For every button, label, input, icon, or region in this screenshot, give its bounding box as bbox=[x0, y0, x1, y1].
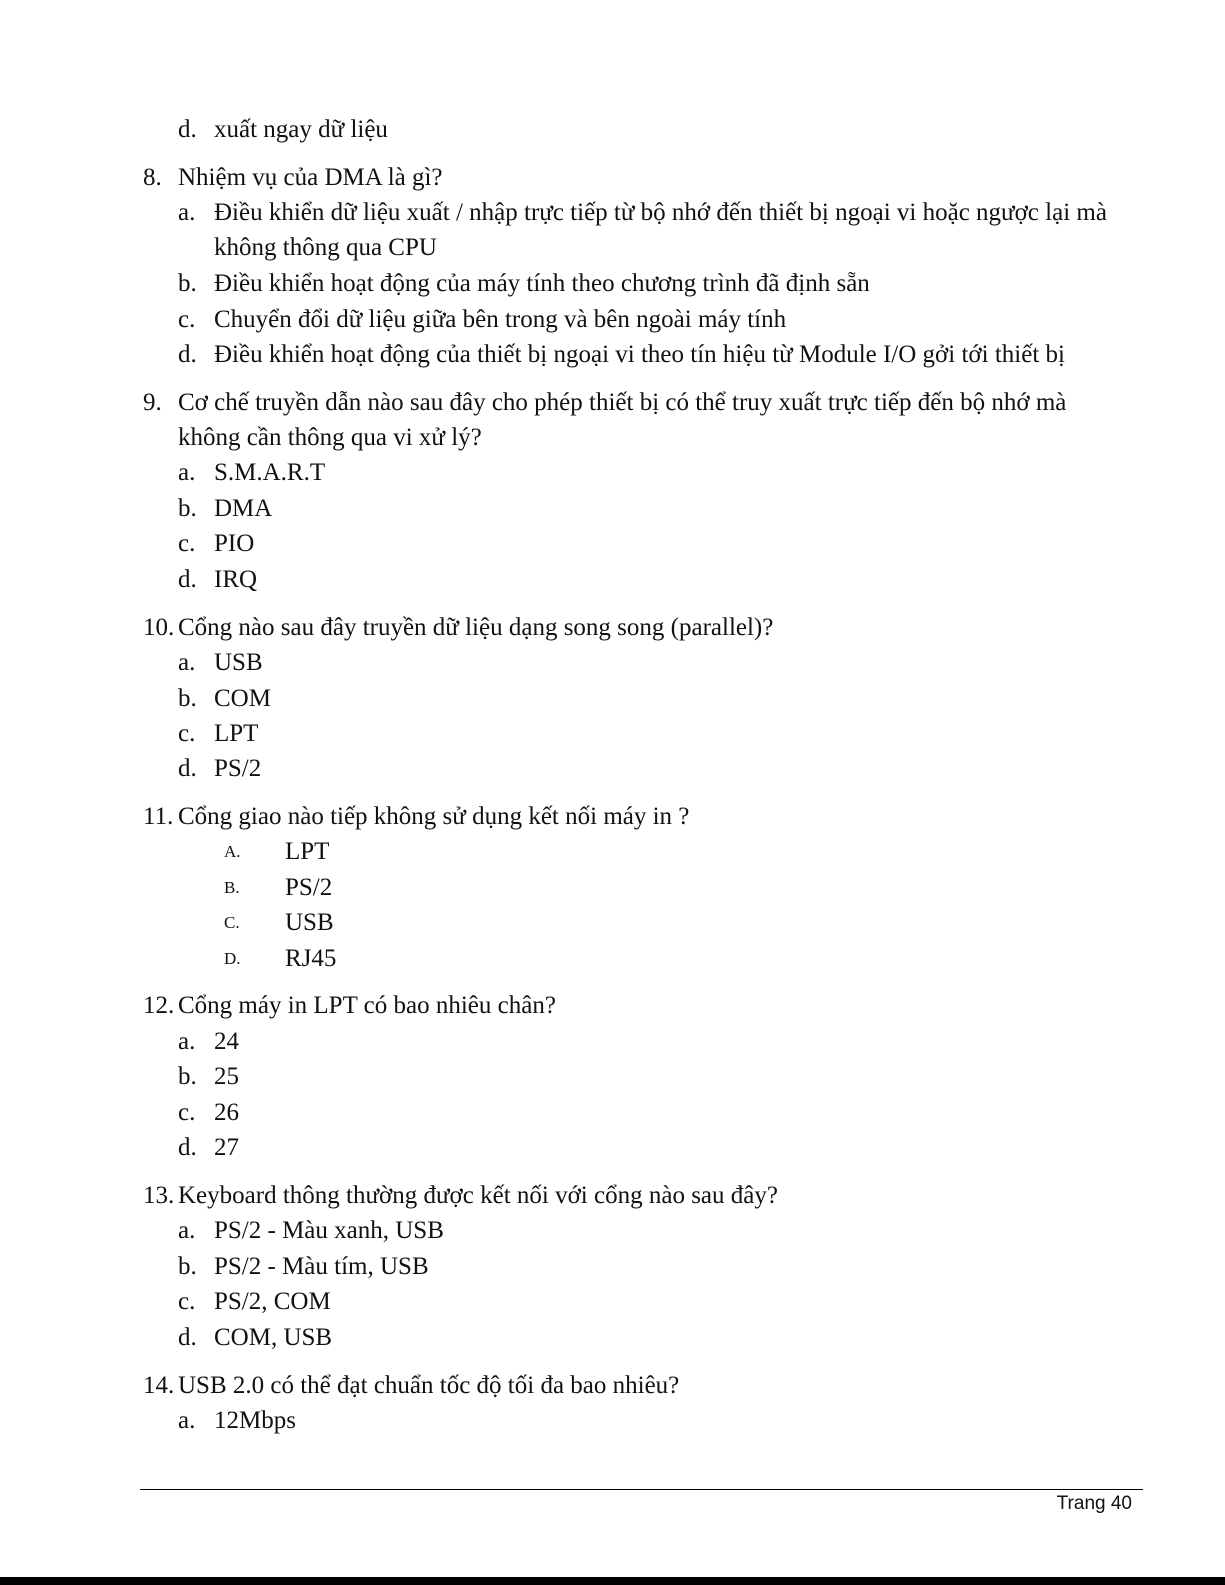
question-number: 11. bbox=[143, 803, 174, 830]
question-number: 14. bbox=[143, 1372, 175, 1399]
option-letter: a. bbox=[178, 1217, 196, 1244]
option-letter: d. bbox=[178, 341, 197, 368]
question-text: USB 2.0 có thể đạt chuẩn tốc độ tối đa bao nhiêu? bbox=[178, 1372, 680, 1399]
option-text: IRQ bbox=[214, 566, 258, 593]
option-text: 26 bbox=[214, 1099, 239, 1126]
option-letter: D. bbox=[224, 949, 241, 968]
option-text: LPT bbox=[285, 838, 330, 865]
option-letter: c. bbox=[178, 1288, 196, 1315]
option-letter: b. bbox=[178, 270, 197, 297]
option-letter: d. bbox=[178, 1134, 197, 1161]
option-text: PS/2 bbox=[214, 755, 262, 782]
option-letter: c. bbox=[178, 530, 196, 557]
option-text: LPT bbox=[214, 720, 259, 747]
option-text: 27 bbox=[214, 1134, 239, 1161]
option-letter: b. bbox=[178, 685, 197, 712]
option-letter: a. bbox=[178, 459, 196, 486]
option-text: COM bbox=[214, 685, 271, 712]
option-text: DMA bbox=[214, 495, 273, 522]
option-letter: A. bbox=[224, 842, 241, 861]
option-letter: a. bbox=[178, 1028, 196, 1055]
question-number: 10. bbox=[143, 614, 175, 641]
option-text: 24 bbox=[214, 1028, 239, 1055]
question-number: 13. bbox=[143, 1182, 175, 1209]
question-text: Cơ chế truyền dẫn nào sau đây cho phép thiết bị có thể truy xuất trực tiếp đến bộ nhớ mà bbox=[178, 389, 1067, 416]
option-text: xuất ngay dữ liệu bbox=[214, 116, 388, 143]
question-text: Keyboard thông thường được kết nối với cổng nào sau đây? bbox=[178, 1182, 778, 1209]
question-number: 12. bbox=[143, 992, 175, 1019]
option-letter: a. bbox=[178, 1407, 196, 1434]
option-letter: d. bbox=[178, 1324, 197, 1351]
option-text: Điều khiển hoạt động của máy tính theo chương trình đã định sẵn bbox=[214, 270, 870, 297]
option-text: COM, USB bbox=[214, 1324, 333, 1351]
option-letter: c. bbox=[178, 720, 196, 747]
question-number: 9. bbox=[143, 389, 162, 416]
option-letter: a. bbox=[178, 199, 196, 226]
question-text: Nhiệm vụ của DMA là gì? bbox=[178, 164, 443, 191]
footer-divider bbox=[140, 1489, 1143, 1490]
option-text: PS/2 - Màu tím, USB bbox=[214, 1253, 429, 1280]
option-letter: b. bbox=[178, 1063, 197, 1090]
option-text: PS/2 bbox=[285, 874, 333, 901]
option-text: 25 bbox=[214, 1063, 239, 1090]
option-letter: b. bbox=[178, 495, 197, 522]
page-bottom-edge bbox=[0, 1577, 1225, 1585]
option-text: USB bbox=[285, 909, 334, 936]
question-text: Cổng máy in LPT có bao nhiêu chân? bbox=[178, 992, 556, 1019]
option-letter: c. bbox=[178, 1099, 196, 1126]
option-text: PS/2, COM bbox=[214, 1288, 331, 1315]
option-letter: C. bbox=[224, 913, 240, 932]
option-text: Điều khiển dữ liệu xuất / nhập trực tiếp từ bộ nhớ đến thiết bị ngoại vi hoặc ngược lại mà bbox=[214, 199, 1107, 226]
option-text: PS/2 - Màu xanh, USB bbox=[214, 1217, 444, 1244]
option-text: Chuyển đổi dữ liệu giữa bên trong và bên ngoài máy tính bbox=[214, 306, 787, 333]
option-text: S.M.A.R.T bbox=[214, 459, 326, 486]
option-text: Điều khiển hoạt động của thiết bị ngoại vi theo tín hiệu từ Module I/O gởi tới thiết bị bbox=[214, 341, 1065, 368]
question-text: Cổng giao nào tiếp không sử dụng kết nối máy in ? bbox=[178, 803, 690, 830]
option-text: không thông qua CPU bbox=[214, 234, 437, 261]
option-text: USB bbox=[214, 649, 263, 676]
question-number: 8. bbox=[143, 164, 162, 191]
option-text: PIO bbox=[214, 530, 255, 557]
question-text: không cần thông qua vi xử lý? bbox=[178, 424, 482, 451]
option-letter: d. bbox=[178, 566, 197, 593]
option-letter: a. bbox=[178, 649, 196, 676]
option-letter: d. bbox=[178, 116, 197, 143]
option-letter: B. bbox=[224, 878, 240, 897]
option-letter: b. bbox=[178, 1253, 197, 1280]
question-text: Cổng nào sau đây truyền dữ liệu dạng song song (parallel)? bbox=[178, 614, 774, 641]
option-letter: c. bbox=[178, 306, 196, 333]
option-letter: d. bbox=[178, 755, 197, 782]
option-text: RJ45 bbox=[285, 945, 337, 972]
option-text: 12Mbps bbox=[214, 1407, 296, 1434]
page-number: Trang 40 bbox=[1056, 1493, 1132, 1514]
